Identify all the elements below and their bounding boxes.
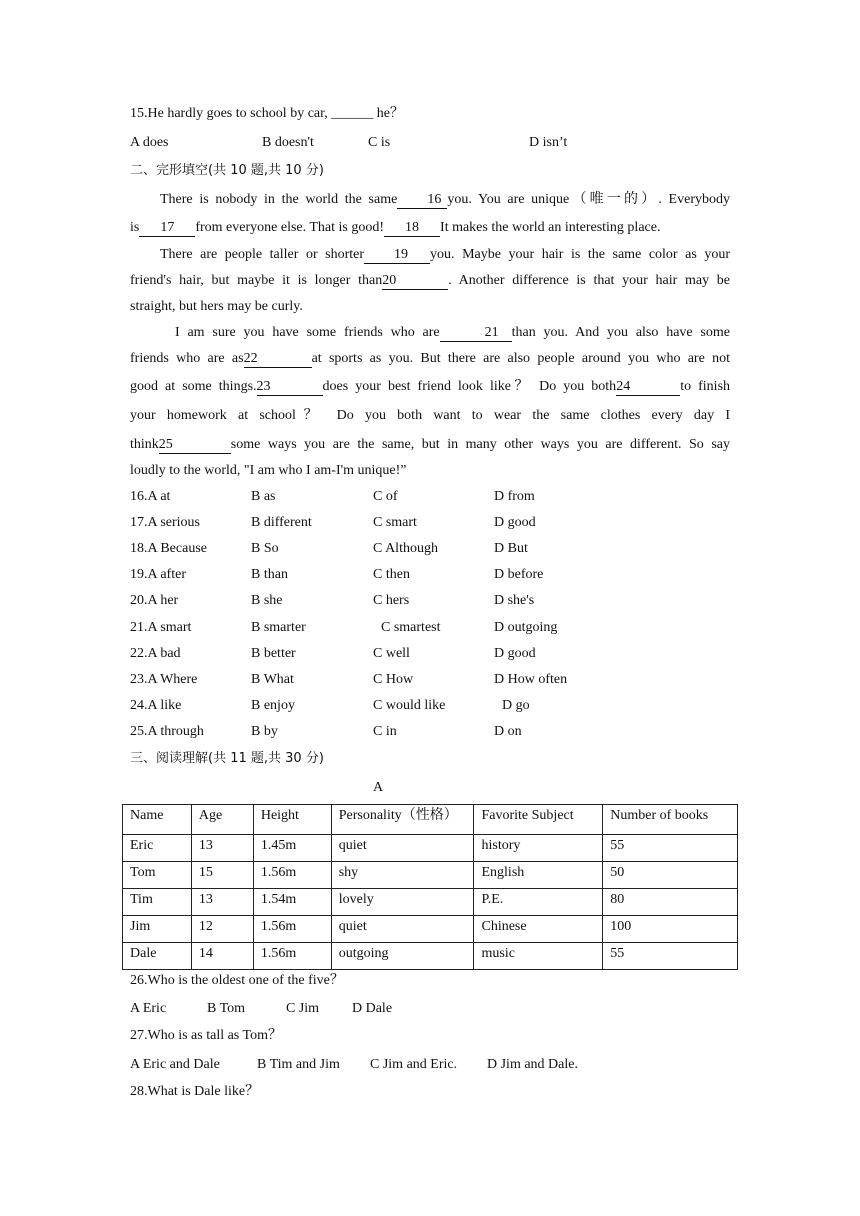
option-b: B by [251, 724, 278, 739]
table-cell: 50 [603, 862, 738, 889]
cloze-options-row [130, 514, 750, 532]
table-cell: Dale [123, 943, 192, 970]
table-cell: Chinese [474, 916, 603, 943]
table-row [123, 943, 738, 970]
blank-17: 17 [139, 220, 195, 237]
cloze-options-row [130, 540, 750, 558]
option-b: B better [251, 646, 296, 661]
option-c: C smartest [381, 620, 441, 635]
option-c: C is [368, 135, 391, 150]
option-b: B as [251, 489, 276, 504]
table-cell: 13 [191, 835, 253, 862]
section-2-heading: 二、完形填空(共 10 题,共 10 分) [130, 163, 324, 178]
table-row [123, 916, 738, 943]
cloze-options-row [130, 592, 750, 610]
cloze-options-row [130, 619, 750, 637]
table-header-row [123, 805, 738, 835]
cloze-options-row [130, 671, 750, 689]
table-cell: 1.45m [253, 835, 331, 862]
option-a: 25.A through [130, 724, 204, 739]
table-cell: 1.56m [253, 862, 331, 889]
passage-line: is 17 from everyone else. That is good! 18 It makes the world an interesting place. [130, 220, 661, 235]
table-cell: 14 [191, 943, 253, 970]
table-cell: quiet [331, 835, 474, 862]
option-b: B smarter [251, 620, 306, 635]
blank-16: 16 [397, 192, 447, 209]
option-d: D on [494, 724, 522, 739]
table-cell: history [474, 835, 603, 862]
option-c: C then [373, 567, 410, 582]
option-c: C of [373, 489, 398, 504]
cloze-options-row [130, 566, 750, 584]
cloze-options-row [130, 645, 750, 663]
blank-19: 19 [364, 247, 430, 264]
option-d: D isn’t [529, 135, 568, 150]
table-cell: Tom [123, 862, 192, 889]
passage-line: There are people taller or shorter 19 you. Maybe your hair is the same color as your [160, 247, 730, 262]
header-cell: Age [191, 805, 253, 835]
passage-line: good at some things.23 does your best friend look like？ Do you both24 to finish [130, 379, 731, 394]
passage-line: your homework at school？ Do you both want to wear the same clothes every day I [130, 408, 730, 423]
question-28-stem: 28.What is Dale like？ [130, 1084, 260, 1099]
option-a: A does [130, 135, 169, 150]
table-cell: 1.56m [253, 916, 331, 943]
section-3-heading: 三、阅读理解(共 11 题,共 30 分) [130, 751, 324, 766]
student-info-table [122, 804, 738, 970]
passage-line: friends who are as22 at sports as you. But there are also people around you who are not [130, 351, 730, 366]
table-row [123, 862, 738, 889]
option-b: B different [251, 515, 312, 530]
table-cell: shy [331, 862, 474, 889]
option-d: D How often [494, 672, 568, 687]
option-d: D Jim and Dale. [487, 1057, 578, 1072]
cloze-options-row [130, 488, 750, 506]
question-27-options [130, 1056, 750, 1074]
option-d: D go [502, 698, 530, 713]
blank-18: 18 [384, 220, 440, 237]
table-cell: lovely [331, 889, 474, 916]
header-cell: Favorite Subject [474, 805, 603, 835]
passage-a-label: A [373, 780, 384, 795]
option-c: C Jim [286, 1001, 320, 1016]
table-cell: 15 [191, 862, 253, 889]
option-b: B What [251, 672, 294, 687]
option-d: D she's [494, 593, 535, 608]
blank-21: 21 [440, 325, 512, 342]
passage-line: think25 some ways you are the same, but in many other ways you are different. So say [130, 437, 730, 452]
option-b: B Tom [207, 1001, 246, 1016]
passage-line: loudly to the world, "I am who I am-I'm unique!” [130, 463, 407, 478]
table-cell: 55 [603, 835, 738, 862]
option-c: C well [373, 646, 410, 661]
table-cell: 1.54m [253, 889, 331, 916]
option-d: D from [494, 489, 535, 504]
header-cell: Number of books [603, 805, 738, 835]
option-a: 19.A after [130, 567, 186, 582]
passage-line: friend's hair, but maybe it is longer than20 . Another difference is that your hair may be [130, 273, 730, 288]
blank-23: 23 [257, 379, 323, 396]
option-c: C hers [373, 593, 410, 608]
option-b: B doesn't [262, 135, 314, 150]
table-cell: outgoing [331, 943, 474, 970]
cloze-options-row [130, 697, 750, 715]
question-15-options [130, 134, 750, 152]
header-cell: Name [123, 805, 192, 835]
option-a: 21.A smart [130, 620, 192, 635]
question-27-stem: 27.Who is as tall as Tom？ [130, 1028, 282, 1043]
question-26-options [130, 1000, 750, 1018]
option-a: 23.A Where [130, 672, 198, 687]
question-15-stem: 15.He hardly goes to school by car, ______ he？ [130, 106, 404, 121]
option-a: A Eric [130, 1001, 167, 1016]
option-d: D good [494, 515, 536, 530]
option-c: C Jim and Eric. [370, 1057, 458, 1072]
option-a: 24.A like [130, 698, 182, 713]
table-cell: 1.56m [253, 943, 331, 970]
option-a: 20.A her [130, 593, 179, 608]
option-d: D Dale [352, 1001, 393, 1016]
table-cell: P.E. [474, 889, 603, 916]
table-cell: 13 [191, 889, 253, 916]
table-cell: Tim [123, 889, 192, 916]
option-c: C How [373, 672, 414, 687]
option-d: D But [494, 541, 528, 556]
option-b: B enjoy [251, 698, 295, 713]
table-row [123, 889, 738, 916]
option-d: D before [494, 567, 544, 582]
table-cell: 100 [603, 916, 738, 943]
option-b: B she [251, 593, 283, 608]
table-cell: 12 [191, 916, 253, 943]
question-26-stem: 26.Who is the oldest one of the five？ [130, 973, 344, 988]
option-a: 18.A Because [130, 541, 207, 556]
blank-22: 22 [244, 351, 312, 368]
option-c: C smart [373, 515, 417, 530]
table-cell: English [474, 862, 603, 889]
passage-line: There is nobody in the world the same 16 you. You are unique（唯一的）. Everybody [160, 192, 730, 207]
option-c: C in [373, 724, 397, 739]
option-b: B So [251, 541, 279, 556]
passage-line: I am sure you have some friends who are 21 than you. And you also have some [175, 325, 730, 340]
header-cell: Height [253, 805, 331, 835]
table-cell: quiet [331, 916, 474, 943]
option-c: C Although [373, 541, 438, 556]
option-a: A Eric and Dale [130, 1057, 220, 1072]
option-d: D good [494, 646, 536, 661]
option-b: B than [251, 567, 288, 582]
table-cell: music [474, 943, 603, 970]
option-a: 17.A serious [130, 515, 200, 530]
option-c: C would like [373, 698, 446, 713]
option-d: D outgoing [494, 620, 558, 635]
table-cell: Eric [123, 835, 192, 862]
option-a: 16.A at [130, 489, 171, 504]
passage-line: straight, but hers may be curly. [130, 299, 303, 314]
table-row [123, 835, 738, 862]
table-cell: Jim [123, 916, 192, 943]
cloze-options-row [130, 723, 750, 741]
blank-24: 24 [616, 379, 680, 396]
option-b: B Tim and Jim [257, 1057, 340, 1072]
table-cell: 80 [603, 889, 738, 916]
option-a: 22.A bad [130, 646, 181, 661]
table-cell: 55 [603, 943, 738, 970]
blank-20: 20 [382, 273, 448, 290]
header-cell: Personality（性格） [331, 805, 474, 835]
blank-25: 25 [159, 437, 231, 454]
